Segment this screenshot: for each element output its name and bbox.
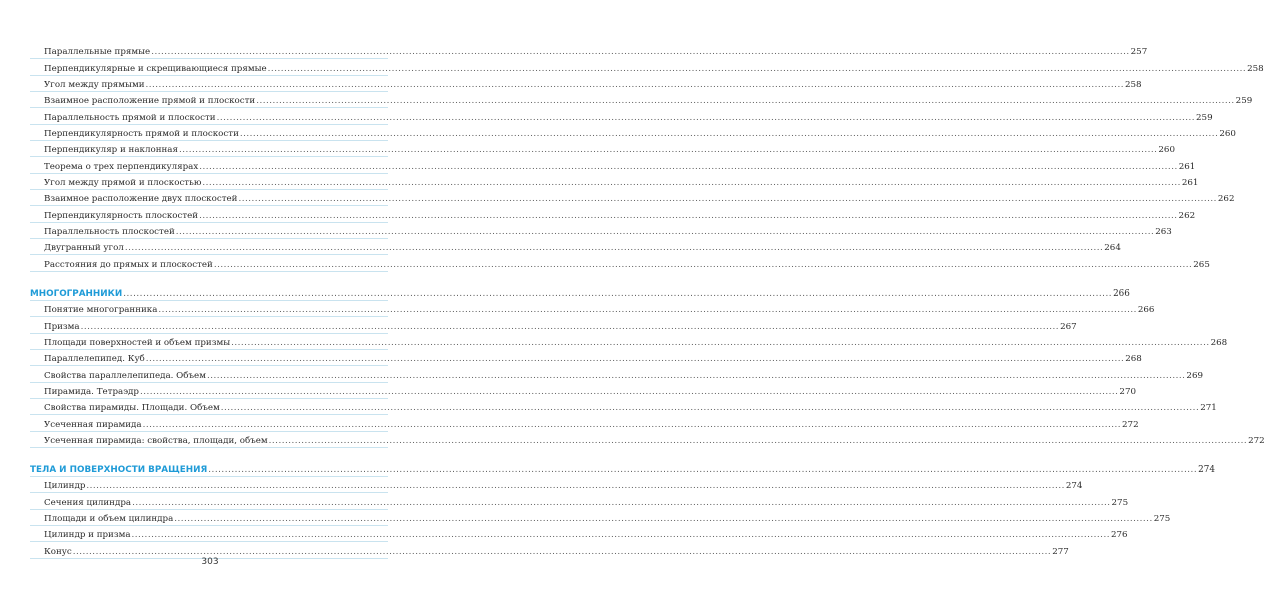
toc-entry bbox=[30, 510, 1171, 526]
entry-title: Площади и объем цилиндра bbox=[44, 513, 174, 524]
entry-page-number: 270 bbox=[1119, 386, 1137, 397]
entry-title: Двугранный угол bbox=[44, 243, 124, 254]
entry-page-number: 276 bbox=[1110, 530, 1128, 541]
toc-section-heading bbox=[30, 458, 1215, 477]
entry-title: Свойства пирамиды. Площади. Объем bbox=[44, 403, 220, 414]
entry-page-number: 258 bbox=[1124, 80, 1142, 91]
entry-title: Призма bbox=[44, 321, 80, 332]
dot-leader: ............................................................................................................................................................................................................................................................................................................ bbox=[151, 47, 1130, 58]
entry-page-number: 259 bbox=[1196, 112, 1213, 123]
table-of-contents bbox=[30, 43, 1265, 559]
entry-title: Параллельность плоскостей bbox=[44, 227, 175, 238]
dot-leader: ............................................................................................................................................................................................................................................................................................................ bbox=[208, 464, 1198, 475]
toc-entry bbox=[30, 108, 1213, 124]
entry-title: Угол между прямой и плоскостью bbox=[44, 178, 202, 189]
entry-title: Теорема о трех перпендикулярах bbox=[44, 161, 199, 172]
entry-title: Расстояния до прямых и плоскостей bbox=[44, 259, 213, 270]
entry-page-number: 274 bbox=[1065, 481, 1083, 492]
entry-title: Пирамида. Тетраэдр bbox=[44, 386, 139, 397]
entry-page-number: 258 bbox=[1247, 63, 1264, 74]
dot-leader: ............................................................................................................................................................................................................................................................................................................ bbox=[174, 513, 1153, 524]
entry-title: Цилиндр bbox=[44, 481, 86, 492]
dot-leader: ............................................................................................................................................................................................................................................................................................................ bbox=[220, 403, 1200, 414]
entry-page-number: 271 bbox=[1200, 403, 1217, 414]
toc-entry bbox=[30, 76, 1142, 92]
toc-entry bbox=[30, 334, 1228, 350]
dot-leader: ............................................................................................................................................................................................................................................................................................................ bbox=[132, 497, 1111, 508]
dot-leader: ............................................................................................................................................................................................................................................................................................................ bbox=[206, 370, 1186, 381]
dot-leader: ............................................................................................................................................................................................................................................................................................................ bbox=[231, 337, 1210, 348]
dot-leader: ............................................................................................................................................................................................................................................................................................................ bbox=[124, 243, 1104, 254]
section-title: ТЕЛА И ПОВЕРХНОСТИ ВРАЩЕНИЯ bbox=[30, 464, 208, 475]
entry-title: Угол между прямыми bbox=[44, 80, 145, 91]
entry-title: Перпендикулярность прямой и плоскости bbox=[44, 129, 239, 140]
dot-leader: ............................................................................................................................................................................................................................................................................................................ bbox=[175, 227, 1155, 238]
dot-leader: ............................................................................................................................................................................................................................................................................................................ bbox=[145, 80, 1124, 91]
entry-title: Свойства параллелепипеда. Объем bbox=[44, 370, 206, 381]
toc-entry bbox=[30, 239, 1121, 255]
toc-section-heading bbox=[30, 282, 1130, 301]
toc-entry bbox=[30, 43, 1148, 59]
toc-entry bbox=[30, 493, 1129, 509]
toc-entry bbox=[30, 350, 1142, 366]
dot-leader: ............................................................................................................................................................................................................................................................................................................ bbox=[86, 481, 1065, 492]
toc-entry bbox=[30, 190, 1235, 206]
toc-entry bbox=[30, 301, 1155, 317]
dot-leader: ............................................................................................................................................................................................................................................................................................................ bbox=[238, 194, 1217, 205]
dot-leader: ............................................................................................................................................................................................................................................................................................................ bbox=[213, 259, 1193, 270]
entry-title: Усеченная пирамида: свойства, площади, объем bbox=[44, 435, 268, 446]
entry-page-number: 272 bbox=[1122, 419, 1139, 430]
dot-leader: ............................................................................................................................................................................................................................................................................................................ bbox=[158, 305, 1137, 316]
entry-page-number: 264 bbox=[1104, 243, 1121, 254]
dot-leader: ............................................................................................................................................................................................................................................................................................................ bbox=[139, 386, 1119, 397]
entry-page-number: 260 bbox=[1219, 129, 1236, 140]
entry-page-number: 268 bbox=[1210, 337, 1228, 348]
dot-leader: ............................................................................................................................................................................................................................................................................................................ bbox=[239, 129, 1219, 140]
toc-entry bbox=[30, 125, 1236, 141]
dot-leader: ............................................................................................................................................................................................................................................................................................................ bbox=[145, 354, 1125, 365]
entry-title: Перпендикуляр и наклонная bbox=[44, 145, 178, 156]
entry-page-number: 265 bbox=[1193, 259, 1210, 270]
entry-page-number: 259 bbox=[1235, 96, 1253, 107]
entry-title: Параллелепипед. Куб bbox=[44, 354, 145, 365]
entry-title: Понятие многогранника bbox=[44, 305, 158, 316]
toc-entry bbox=[30, 415, 1139, 431]
entry-title: Перпендикулярные и скрещивающиеся прямые bbox=[44, 63, 267, 74]
toc-entry bbox=[30, 92, 1253, 108]
entry-page-number: 266 bbox=[1137, 305, 1155, 316]
dot-leader: ............................................................................................................................................................................................................................................................................................................ bbox=[80, 321, 1060, 332]
toc-entry bbox=[30, 255, 1210, 271]
entry-title: Параллельные прямые bbox=[44, 47, 151, 58]
entry-page-number: 263 bbox=[1155, 227, 1172, 238]
toc-entry bbox=[30, 366, 1204, 382]
entry-page-number: 275 bbox=[1153, 513, 1171, 524]
dot-leader: ............................................................................................................................................................................................................................................................................................................ bbox=[131, 530, 1110, 541]
toc-entry bbox=[30, 206, 1196, 222]
entry-page-number: 257 bbox=[1130, 47, 1148, 58]
toc-entry bbox=[30, 399, 1217, 415]
dot-leader: ............................................................................................................................................................................................................................................................................................................ bbox=[72, 546, 1052, 557]
entry-page-number: 268 bbox=[1125, 354, 1142, 365]
entry-page-number: 262 bbox=[1178, 210, 1196, 221]
entry-title: Площади поверхностей и объем призмы bbox=[44, 337, 231, 348]
toc-entry bbox=[30, 223, 1172, 239]
entry-page-number: 261 bbox=[1181, 178, 1199, 189]
dot-leader: ............................................................................................................................................................................................................................................................................................................ bbox=[199, 161, 1178, 172]
section-page-number: 266 bbox=[1113, 288, 1130, 299]
section-page-number: 274 bbox=[1198, 464, 1215, 475]
entry-title: Взаимное расположение прямой и плоскости bbox=[44, 96, 256, 107]
entry-page-number: 275 bbox=[1111, 497, 1129, 508]
entry-page-number: 267 bbox=[1060, 321, 1077, 332]
entry-page-number: 262 bbox=[1217, 194, 1235, 205]
toc-entry bbox=[30, 174, 1199, 190]
dot-leader: ............................................................................................................................................................................................................................................................................................................ bbox=[199, 210, 1178, 221]
entry-title: Усеченная пирамида bbox=[44, 419, 142, 430]
entry-title: Сечения цилиндра bbox=[44, 497, 132, 508]
entry-page-number: 269 bbox=[1186, 370, 1204, 381]
entry-page-number: 277 bbox=[1052, 546, 1069, 557]
entry-title: Параллельность прямой и плоскости bbox=[44, 112, 216, 123]
dot-leader: ............................................................................................................................................................................................................................................................................................................ bbox=[268, 435, 1248, 446]
entry-page-number: 272 bbox=[1248, 435, 1265, 446]
toc-entry bbox=[30, 383, 1137, 399]
toc-entry bbox=[30, 477, 1083, 493]
entry-page-number: 261 bbox=[1178, 161, 1196, 172]
entry-title: Взаимное расположение двух плоскостей bbox=[44, 194, 238, 205]
toc-entry bbox=[30, 157, 1196, 173]
dot-leader: ............................................................................................................................................................................................................................................................................................................ bbox=[267, 63, 1247, 74]
dot-leader: ............................................................................................................................................................................................................................................................................................................ bbox=[142, 419, 1122, 430]
entry-title: Перпендикулярность плоскостей bbox=[44, 210, 199, 221]
dot-leader: ............................................................................................................................................................................................................................................................................................................ bbox=[202, 178, 1181, 189]
page-number: 303 bbox=[201, 557, 219, 567]
dot-leader: ............................................................................................................................................................................................................................................................................................................ bbox=[178, 145, 1158, 156]
section-title: МНОГОГРАННИКИ bbox=[30, 288, 123, 299]
toc-entry bbox=[30, 59, 1264, 75]
dot-leader: ............................................................................................................................................................................................................................................................................................................ bbox=[256, 96, 1235, 107]
entry-title: Цилиндр и призма bbox=[44, 530, 131, 541]
entry-title: Конус bbox=[44, 546, 72, 557]
toc-entry bbox=[30, 526, 1128, 542]
toc-entry bbox=[30, 141, 1175, 157]
entry-page-number: 260 bbox=[1158, 145, 1175, 156]
toc-entry bbox=[30, 317, 1077, 333]
dot-leader: ............................................................................................................................................................................................................................................................................................................ bbox=[123, 288, 1113, 299]
toc-entry bbox=[30, 432, 1265, 448]
dot-leader: ............................................................................................................................................................................................................................................................................................................ bbox=[216, 112, 1196, 123]
